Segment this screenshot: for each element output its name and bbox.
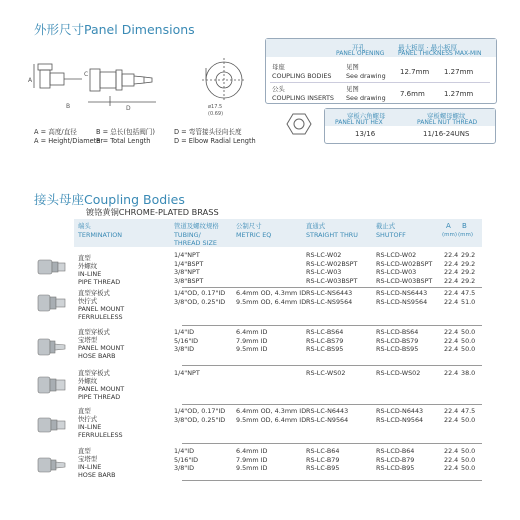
hdr-straight-en: STRAIGHT THRU	[306, 231, 358, 239]
dim-b: 29.2	[461, 268, 476, 277]
dim-a: 22.4	[444, 407, 459, 415]
hdr-tube-cn: 管道及螺纹规格	[174, 222, 219, 230]
group4-label-cn2: 快拧式	[78, 415, 98, 423]
row1-name-en: COUPLING BODIES	[272, 72, 332, 80]
part-number: RS-LC-NS6443	[306, 289, 353, 297]
tube-size: 3/8"ID	[174, 464, 195, 473]
part-number: RS-LC-BS64	[306, 328, 344, 336]
group3-label-en2: PIPE THREAD	[78, 393, 121, 401]
group1-label-cn1: 直型穿板式	[78, 289, 110, 297]
part-number: RS-LCD-W02BSPT	[376, 259, 433, 268]
dim-diameter-in: (0.69)	[208, 111, 224, 117]
panel-dimensions-drawing	[26, 46, 266, 122]
shutoff-part-numbers	[376, 251, 432, 285]
group5-label-cn1: 直型	[78, 447, 91, 455]
hdr-b: B	[462, 222, 467, 230]
group4-label-cn1: 直型	[78, 407, 91, 415]
dim-diameter-mm: ø17.5	[208, 104, 223, 110]
metric-size: 6.4mm OD, 4.3mm ID	[236, 289, 307, 297]
dim-a: 22.4	[444, 328, 459, 336]
group0-label-cn2: 外螺纹	[78, 262, 98, 270]
part-number: RS-LCD-N9564	[376, 415, 424, 424]
part-number: RS-LCD-BS79	[376, 336, 419, 345]
part-number: RS-LCD-N6443	[376, 407, 424, 415]
dim-b: 47.5	[461, 289, 476, 297]
tube-size: 1/4"ID	[174, 447, 195, 455]
tube-size: 3/8"BSPT	[174, 276, 204, 285]
hex-nut-icon	[286, 112, 312, 136]
dim-b: 50.0	[461, 447, 476, 455]
dim-a: 22.4	[444, 259, 459, 268]
part-number: RS-LC-BS79	[306, 336, 344, 345]
part-number: RS-LC-N6443	[306, 407, 349, 415]
tube-size: 1/4"ID	[174, 328, 195, 336]
group-divider	[182, 325, 482, 326]
hdr-a: A	[446, 222, 451, 230]
group0-label-en2: PIPE THREAD	[78, 278, 121, 286]
legend-a-cn: A = 高度/直径	[34, 128, 77, 136]
dim-a: 22.4	[444, 268, 459, 277]
dim-b: 51.0	[461, 297, 476, 306]
hdr-straight-cn: 直通式	[306, 222, 326, 230]
coupling-header-bg	[74, 219, 482, 247]
row1-opening-cn: 见图	[346, 63, 359, 71]
group5-label-en1: IN-LINE	[78, 463, 102, 471]
row1-max: 12.7mm	[400, 68, 430, 76]
thread-en: PANEL NUT THREAD	[417, 119, 478, 126]
legend-b-en: B = Total Length	[96, 137, 151, 145]
dim-b: 29.2	[461, 251, 476, 259]
dim-a: 22.4	[444, 289, 459, 297]
part-number: RS-LC-WS02	[306, 369, 346, 377]
tube-size: 1/4"NPT	[174, 369, 200, 377]
part-number: RS-LCD-NS9564	[376, 297, 428, 306]
group-divider	[182, 480, 482, 481]
coupling-subtitle: 镀铬黄铜CHROME-PLATED BRASS	[86, 207, 219, 217]
part-number: RS-LCD-NS6443	[376, 289, 428, 297]
part-number: RS-LC-B95	[306, 464, 340, 473]
legend-d-cn: D = 弯管接头径向长度	[174, 128, 242, 136]
metric-size: 7.9mm ID	[236, 336, 268, 345]
tube-size: 5/16"ID	[174, 455, 199, 464]
dim-b: 50.0	[461, 345, 476, 354]
hdr-shutoff-cn: 截止式	[376, 222, 396, 230]
dim-a: 22.4	[444, 276, 459, 285]
tube-size: 3/8"OD, 0.25"ID	[174, 297, 226, 306]
thread-cn: 穿板螺母螺纹	[427, 112, 466, 120]
tube-size: 3/8"OD, 0.25"ID	[174, 415, 226, 424]
dim-a: 22.4	[444, 297, 459, 306]
group2-label-en2: HOSE BARB	[78, 352, 116, 360]
group-divider	[182, 287, 482, 288]
hex-table-box	[324, 108, 496, 144]
metric-size: 9.5mm OD, 6.4mm ID	[236, 415, 307, 424]
hdr-metric-cn: 公制尺寸	[236, 222, 262, 230]
dim-a: 22.4	[444, 345, 459, 354]
dim-a: 22.4	[444, 415, 459, 424]
legend-a-en: A = Height/Diameter	[34, 137, 104, 145]
row2-name-en: COUPLING INSERTS	[272, 94, 334, 102]
hdr-tube-en2: THREAD SIZE	[174, 239, 217, 247]
dim-a: 22.4	[444, 336, 459, 345]
hdr-shutoff-en: SHUTOFF	[376, 231, 406, 239]
row1-opening-en: See drawing	[346, 72, 386, 80]
dim-b: 50.0	[461, 336, 476, 345]
part-number: RS-LCD-B95	[376, 464, 415, 473]
part-number: RS-LCD-BS95	[376, 345, 419, 354]
dim-a: 22.4	[444, 455, 459, 464]
row2-opening-en: See drawing	[346, 94, 386, 102]
fitting-image	[36, 290, 66, 316]
part-number: RS-LCD-BS64	[376, 328, 419, 336]
dim-label-d: D	[126, 105, 131, 112]
group5-label-en2: HOSE BARB	[78, 471, 116, 479]
part-number: RS-LC-W02BSPT	[306, 259, 358, 268]
part-number: RS-LC-B79	[306, 455, 340, 464]
panel-thickness-cn: 最大板厚 · 最小板厚	[398, 44, 458, 52]
panel-dimensions-title: 外形尺寸Panel Dimensions	[34, 22, 195, 37]
metric-size: 7.9mm ID	[236, 455, 268, 464]
legend-d-en: D = Elbow Radial Length	[174, 137, 256, 145]
group1-label-en2: FERRULELESS	[78, 313, 123, 321]
dim-b: 50.0	[461, 415, 476, 424]
part-number: RS-LC-B64	[306, 447, 340, 455]
group3-label-en1: PANEL MOUNT	[78, 385, 125, 393]
group0-label-en1: IN-LINE	[78, 270, 102, 278]
dim-b: 38.0	[461, 369, 476, 377]
tube-size: 5/16"ID	[174, 336, 199, 345]
part-number: RS-LCD-WS02	[376, 369, 421, 377]
hex-en: PANEL NUT HEX	[335, 119, 383, 126]
dim-b: 29.2	[461, 259, 476, 268]
hex-value: 13/16	[355, 130, 376, 138]
fitting-image	[36, 452, 66, 478]
row1-min: 1.27mm	[444, 68, 474, 76]
dim-b: 29.2	[461, 276, 476, 285]
group2-label-cn2: 宝塔型	[78, 336, 98, 344]
part-number: RS-LC-W02	[306, 251, 342, 259]
metric-size: 9.5mm ID	[236, 464, 268, 473]
part-number: RS-LC-BS95	[306, 345, 344, 354]
hdr-tube-en1: TUBING/	[174, 231, 201, 239]
tube-size: 1/4"NPT	[174, 251, 200, 259]
tube-size: 1/4"OD, 0.17"ID	[174, 407, 226, 415]
dim-a: 22.4	[444, 447, 459, 455]
tube-size: 3/8"NPT	[174, 268, 200, 277]
panel-opening-cn: 开孔	[352, 44, 366, 52]
panel-opening-en: PANEL OPENING	[336, 50, 385, 57]
part-number: RS-LCD-B79	[376, 455, 415, 464]
dim-label-b: B	[66, 103, 71, 110]
hdr-a-unit: (mm)	[442, 232, 458, 238]
dim-label-c: C	[84, 71, 89, 78]
group1-label-en1: PANEL MOUNT	[78, 305, 125, 313]
part-number: RS-LC-N9564	[306, 415, 349, 424]
dim-b: 50.0	[461, 328, 476, 336]
part-number: RS-LC-W03	[306, 268, 342, 277]
row2-max: 7.6mm	[400, 90, 425, 98]
metric-size: 6.4mm OD, 4.3mm ID	[236, 407, 307, 415]
panel-table-divider	[270, 82, 490, 83]
group3-label-cn1: 直型穿板式	[78, 369, 110, 377]
fitting-image	[36, 254, 66, 280]
group3-label-cn2: 外螺纹	[78, 377, 98, 385]
panel-thickness-en: PANEL THICKNESS MAX-MIN	[398, 50, 482, 57]
tube-size: 1/4"BSPT	[174, 259, 204, 268]
metric-size: 9.5mm ID	[236, 345, 268, 354]
dim-a-values	[444, 251, 458, 285]
straight-part-numbers	[306, 251, 357, 285]
group0-label-cn1: 直型	[78, 254, 91, 262]
tube-size: 1/4"OD, 0.17"ID	[174, 289, 226, 297]
dim-a: 22.4	[444, 251, 459, 259]
group2-label-cn1: 直型穿板式	[78, 328, 110, 336]
part-number: RS-LC-W03BSPT	[306, 276, 358, 285]
table-row	[174, 251, 203, 285]
dim-label-a: A	[28, 77, 33, 84]
hex-cn: 穿板六角螺母	[347, 112, 386, 120]
row2-name-cn: 公头	[272, 85, 285, 93]
group-divider	[182, 365, 482, 366]
fitting-image	[36, 372, 66, 398]
row1-name-cn: 母座	[272, 63, 285, 71]
dim-b: 50.0	[461, 455, 476, 464]
thread-value: 11/16-24UNS	[423, 130, 470, 138]
group4-label-en1: IN-LINE	[78, 423, 102, 431]
group1-label-cn2: 快拧式	[78, 297, 98, 305]
metric-size: 6.4mm ID	[236, 447, 268, 455]
group-divider	[182, 443, 482, 444]
part-number: RS-LCD-W03	[376, 268, 417, 277]
metric-size: 9.5mm OD, 6.4mm ID	[236, 297, 307, 306]
fitting-image	[36, 334, 66, 360]
hdr-metric-en: METRIC EQ	[236, 231, 272, 239]
group4-label-en2: FERRULELESS	[78, 431, 123, 439]
group5-label-cn2: 宝塔型	[78, 455, 98, 463]
part-number: RS-LCD-W03BSPT	[376, 276, 433, 285]
dim-b: 47.5	[461, 407, 476, 415]
hdr-term-en: TERMINATION	[78, 231, 123, 239]
row2-opening-cn: 见图	[346, 85, 359, 93]
group-divider	[182, 404, 482, 405]
part-number: RS-LC-NS9564	[306, 297, 353, 306]
tube-size: 3/8"ID	[174, 345, 195, 354]
fitting-image	[36, 412, 66, 438]
hdr-b-unit: (mm)	[458, 232, 474, 238]
metric-size: 6.4mm ID	[236, 328, 268, 336]
group2-label-en1: PANEL MOUNT	[78, 344, 125, 352]
part-number: RS-LCD-W02	[376, 251, 417, 259]
panel-table-box	[265, 38, 497, 104]
row2-min: 1.27mm	[444, 90, 474, 98]
legend-b-cn: B = 总长(包括阀门)	[96, 128, 155, 136]
coupling-bodies-title: 接头母座Coupling Bodies	[34, 192, 185, 207]
dim-a: 22.4	[444, 464, 459, 473]
dim-b: 50.0	[461, 464, 476, 473]
dim-b-values	[461, 251, 475, 285]
hdr-term-cn: 端头	[78, 222, 91, 230]
dim-a: 22.4	[444, 369, 459, 377]
part-number: RS-LCD-B64	[376, 447, 415, 455]
